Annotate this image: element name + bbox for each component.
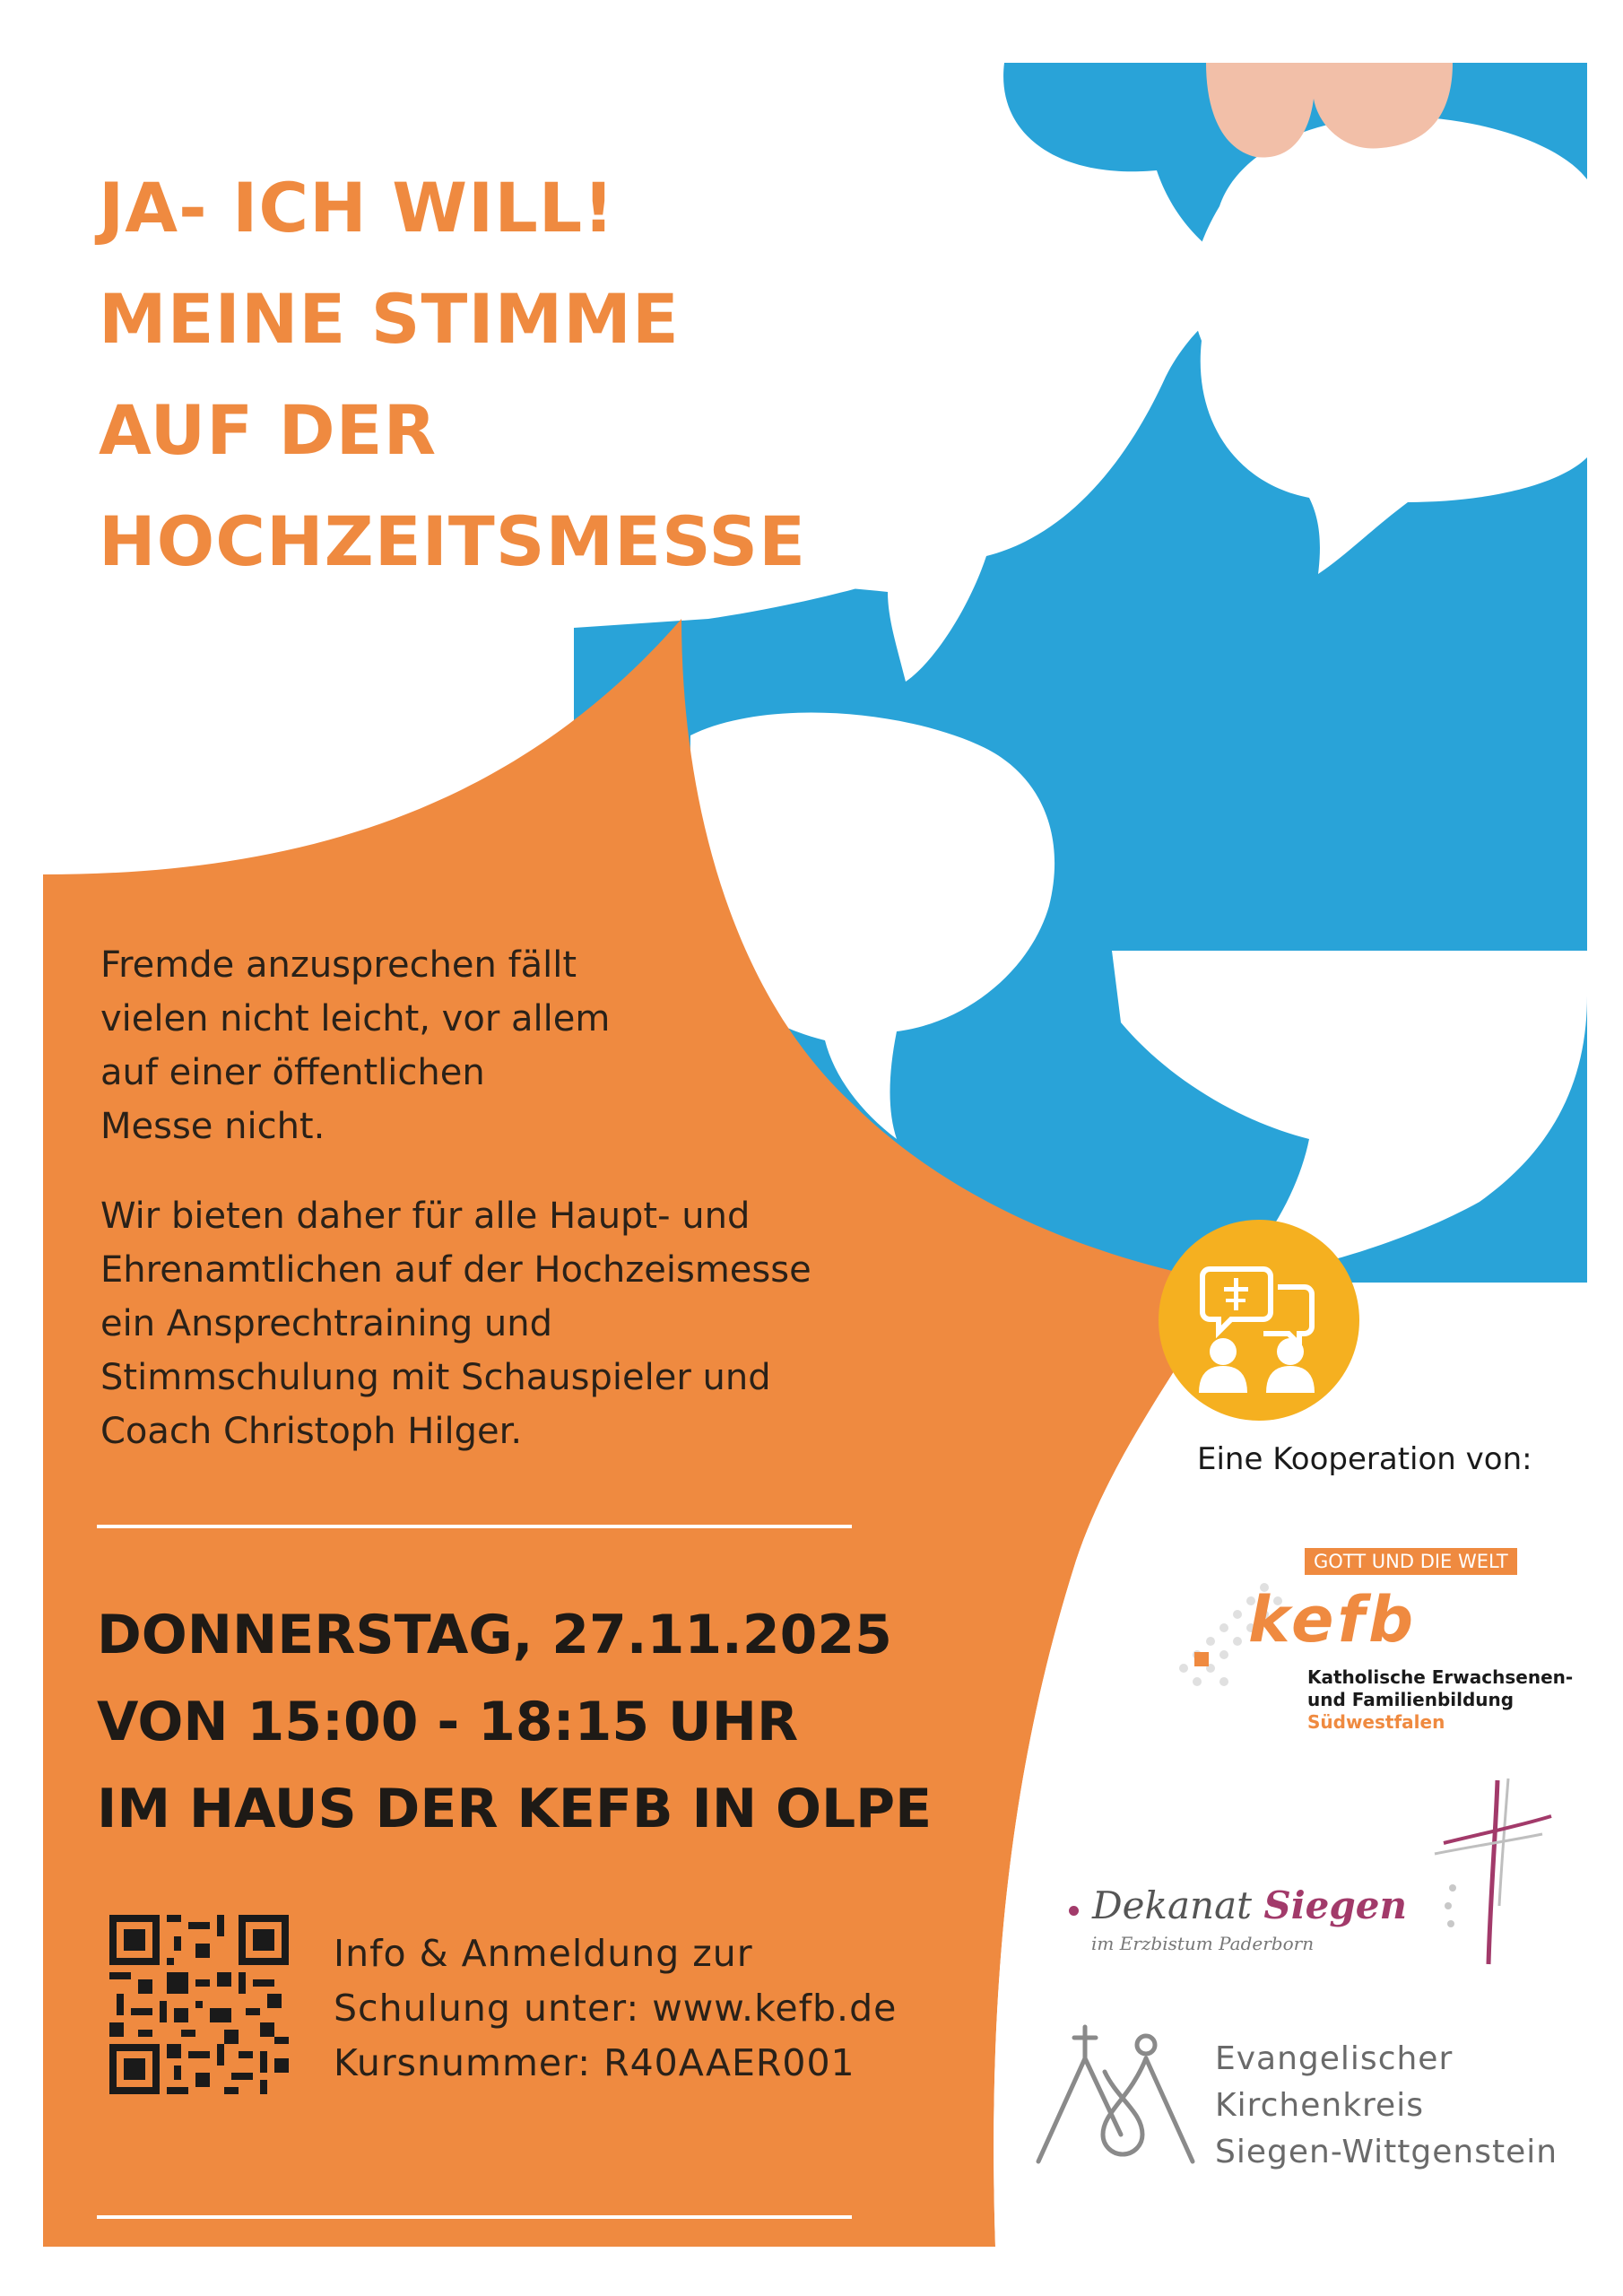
divider [97, 2215, 852, 2219]
evangelisch-line: Siegen-Wittgenstein [1215, 2134, 1558, 2170]
kefb-line: Südwestfalen [1307, 1711, 1445, 1733]
intro-paragraph-1 [100, 938, 979, 1153]
kefb-subtitle [1307, 1666, 1573, 1734]
headline [99, 152, 816, 597]
dekanat-cross-icon [1426, 1771, 1560, 1969]
intro-p2-line: Coach Christoph Hilger. [100, 1411, 523, 1452]
kefb-wordmark: kefb [1248, 1583, 1418, 1657]
event-location: IM HAUS DER KEFB IN OLPE [97, 1778, 933, 1840]
event-date: DONNERSTAG, 27.11.2025 [97, 1604, 892, 1666]
intro-p1-line: Messe nicht. [100, 1106, 325, 1147]
info-line: Info & Anmeldung zur [334, 1932, 753, 1975]
headline-line-1: JA- ICH WILL! [99, 168, 615, 248]
dekanat-siegen: Siegen [1263, 1883, 1407, 1927]
headline-line-3: AUF DER [99, 390, 438, 470]
evangelisch-line: Evangelischer [1215, 2040, 1454, 2077]
dekanat-subtitle: im Erzbistum Paderborn [1091, 1933, 1315, 1954]
dekanat-word: Dekanat [1092, 1883, 1252, 1927]
conversation-badge-icon [1154, 1215, 1365, 1426]
evangelisch-line: Kirchenkreis [1215, 2087, 1424, 2124]
intro-p2-line: Wir bieten daher für alle Haupt- und [100, 1196, 751, 1237]
intro-p1-line: Fremde anzusprechen fällt [100, 944, 577, 986]
intro-p1-line: vielen nicht leicht, vor allem [100, 998, 611, 1039]
intro-p1-line: auf einer öffentlichen [100, 1052, 485, 1093]
headline-line-2: MEINE STIMME [99, 279, 680, 359]
kefb-line: und Familienbildung [1307, 1689, 1515, 1710]
event-time: VON 15:00 - 18:15 UHR [97, 1691, 799, 1753]
dekanat-name [1092, 1883, 1407, 1927]
intro-p2-line: ein Ansprechtraining und [100, 1303, 553, 1344]
info-website[interactable]: Schulung unter: www.kefb.de [334, 1987, 898, 2030]
headline-line-4: HOCHZEITSMESSE [99, 501, 806, 581]
kefb-banner: GOTT UND DIE WELT [1305, 1548, 1517, 1575]
registration-info [334, 1926, 897, 2091]
intro-p2-line: Ehrenamtlichen auf der Hochzeismesse [100, 1249, 812, 1291]
evangelisch-name [1215, 2036, 1558, 2176]
qr-code[interactable] [109, 1915, 289, 2094]
church-people-icon [1031, 2018, 1202, 2170]
divider [97, 1525, 852, 1528]
dekanat-bullet [1069, 1906, 1079, 1916]
info-course-number: Kursnummer: R40AAER001 [334, 2041, 855, 2084]
event-details [97, 1592, 932, 1853]
intro-paragraph-2 [100, 1189, 979, 1458]
kefb-line: Katholische Erwachsenen- [1307, 1666, 1574, 1688]
cooperation-label: Eine Kooperation von: [1197, 1441, 1532, 1477]
intro-p2-line: Stimmschulung mit Schauspieler und [100, 1357, 771, 1398]
